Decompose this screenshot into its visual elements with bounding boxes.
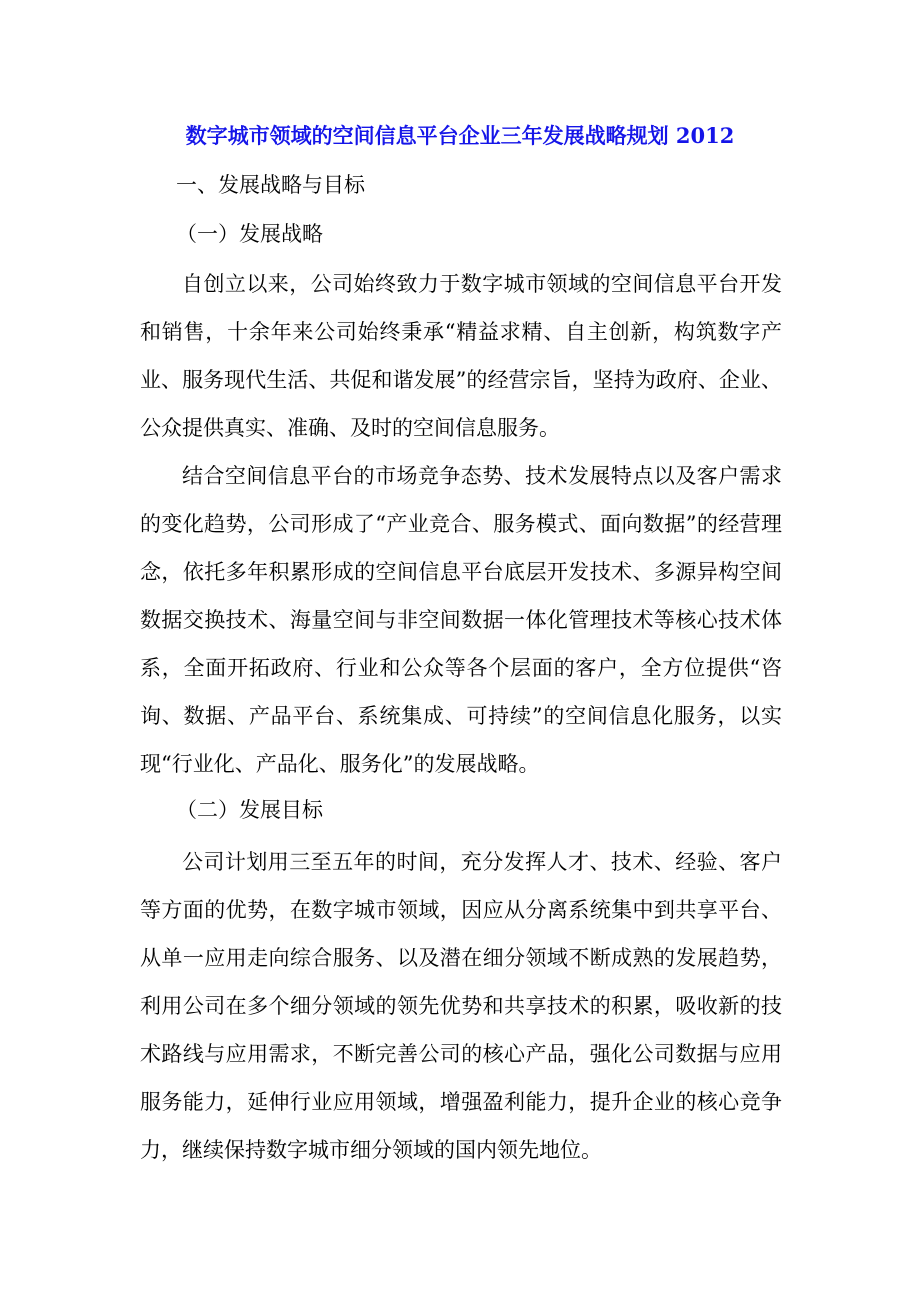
- section-heading-strategy-and-goals: 一、发展战略与目标: [176, 173, 365, 197]
- paragraph-business-philosophy: 结合空间信息平台的市场竞争态势、技术发展特点以及客户需求的变化趋势，公司形成了“产业竞合、服务模式、面向数据”的经营理念，依托多年积累形成的空间信息平台底层开发技术、多源异构空间数据交换技术、海量空间与非空间数据一体化管理技术等核心技术体系，全面开拓政府、行业和公众等各个层面的客户，全方位提供“咨询、数据、产品平台、系统集成、可持续”的空间信息化服务，以实现“行业化、产品化、服务化”的发展战略。: [140, 464, 782, 776]
- document-title: 数字城市领域的空间信息平台企业三年发展战略规划 2012: [185, 123, 735, 148]
- subsection-heading-development-goals: （二）发展目标: [176, 798, 323, 822]
- subsection-heading-development-strategy: （一）发展战略: [176, 222, 323, 246]
- paragraph-development-goals: 公司计划用三至五年的时间，充分发挥人才、技术、经验、客户等方面的优势，在数字城市领域，因应从分离系统集中到共享平台、从单一应用走向综合服务、以及潜在细分领域不断成熟的发展趋势，利用公司在多个细分领域的领先优势和共享技术的积累，吸收新的技术路线与应用需求，不断完善公司的核心产品，强化公司数据与应用服务能力，延伸行业应用领域，增强盈利能力，提升企业的核心竞争力，继续保持数字城市细分领域的国内领先地位。: [140, 850, 782, 1162]
- paragraph-company-history: 自创立以来，公司始终致力于数字城市领域的空间信息平台开发和销售，十余年来公司始终秉承“精益求精、自主创新，构筑数字产业、服务现代生活、共促和谐发展”的经营宗旨，坚持为政府、企业、公众提供真实、准确、及时的空间信息服务。: [140, 272, 782, 440]
